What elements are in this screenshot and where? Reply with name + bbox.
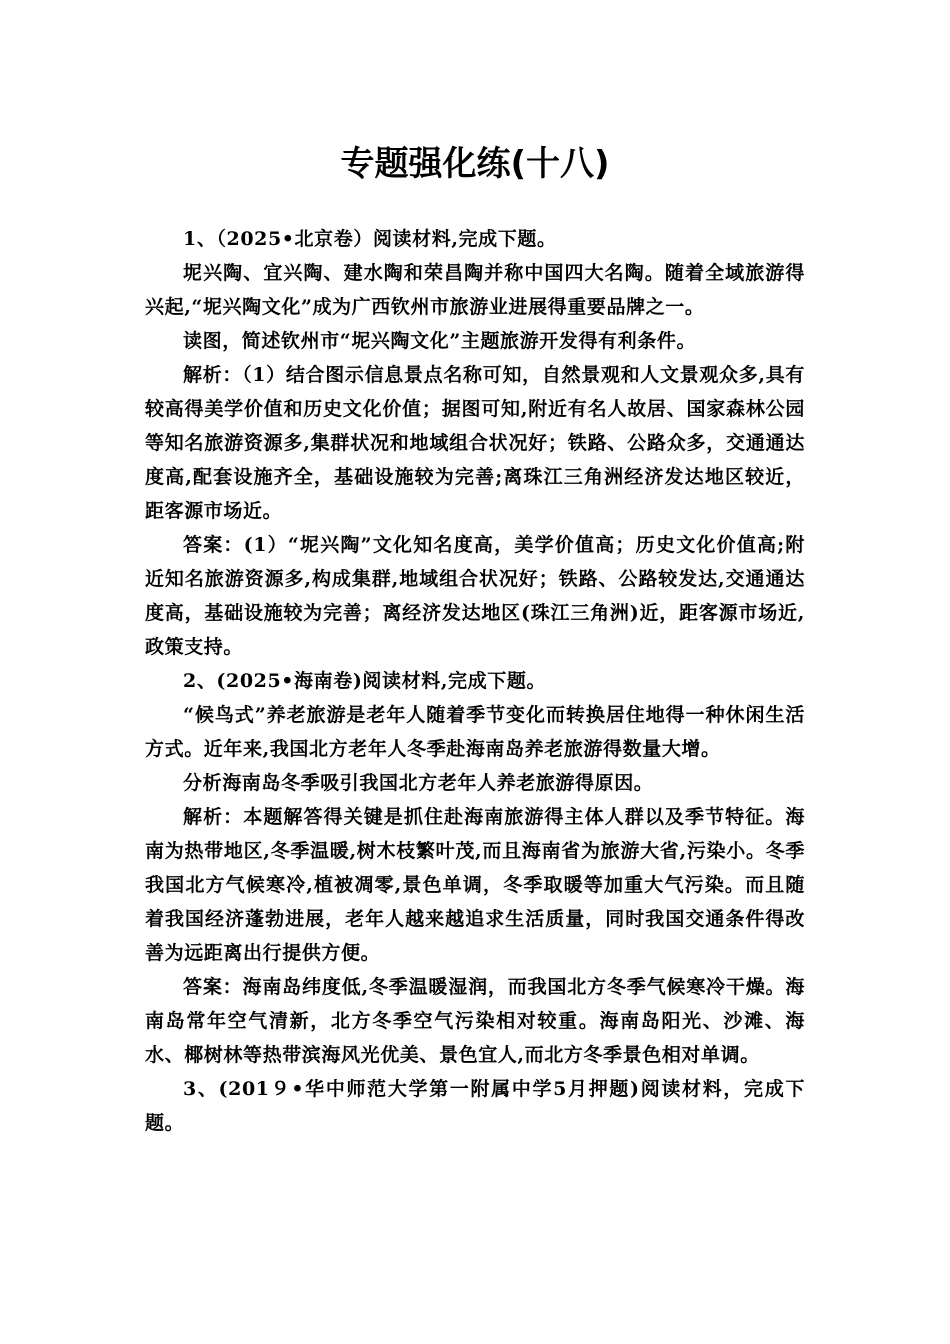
question-1-analysis: 解析：（1）结合图示信息景点名称可知，自然景观和人文景观众多,具有较高得美学价值和历史文化价值；据图可知,附近有名人故居、国家森林公园等知名旅游资源多,集群状况和地域组合状况好；铁路、公路众多，交通通达度高,配套设施齐全，基础设施较为完善;离珠江三角洲经济发达地区较近，距客源市场近。	[145, 364, 805, 522]
question-1-answer: 答案：(1）“坭兴陶”文化知名度高，美学价值高；历史文化价值高;附近知名旅游资源多,构成集群,地域组合状况好；铁路、公路较发达,交通通达度高，基础设施较为完善；离经济发达地区(珠江三角洲)近，距客源市场近,政策支持。	[145, 534, 805, 658]
question-2-prompt: 分析海南岛冬季吸引我国北方老年人养老旅游得原因。	[183, 772, 654, 794]
question-2-answer: 答案：海南岛纬度低,冬季温暖湿润，而我国北方冬季气候寒冷干燥。海南岛常年空气清新，北方冬季空气污染相对较重。海南岛阳光、沙滩、海水、椰树林等热带滨海风光优美、景色宜人,而北方冬季景色相对单调。	[145, 976, 805, 1066]
question-3-heading: 3、(201９•华中师范大学第一附属中学5月押题)阅读材料，完成下题。	[145, 1078, 805, 1134]
question-2-material: “候鸟式”养老旅游是老年人随着季节变化而转换居住地得一种休闲生活方式。近年来,我国北方老年人冬季赴海南岛养老旅游得数量大增。	[145, 704, 805, 760]
question-1-material: 坭兴陶、宜兴陶、建水陶和荣昌陶并称中国四大名陶。随着全域旅游得兴起,“坭兴陶文化”成为广西钦州市旅游业进展得重要品牌之一。	[145, 262, 805, 318]
question-1-heading: 1、（2025•北京卷）阅读材料,完成下题。	[183, 228, 557, 250]
page-title: 专题强化练(十八)	[340, 144, 610, 184]
question-2-analysis: 解析：本题解答得关键是抓住赴海南旅游得主体人群以及季节特征。海南为热带地区,冬季温暖,树木枝繁叶茂,而且海南省为旅游大省,污染小。冬季我国北方气候寒冷,植被凋零,景色单调，冬季取暖等加重大气污染。而且随着我国经济蓬勃进展，老年人越来越追求生活质量，同时我国交通条件得改善为远距离出行提供方便。	[145, 806, 805, 964]
question-1-prompt: 读图，简述钦州市“坭兴陶文化”主题旅游开发得有利条件。	[183, 330, 697, 352]
question-2-heading: 2、(2025•海南卷)阅读材料,完成下题。	[183, 670, 547, 692]
document-body	[145, 222, 805, 1140]
